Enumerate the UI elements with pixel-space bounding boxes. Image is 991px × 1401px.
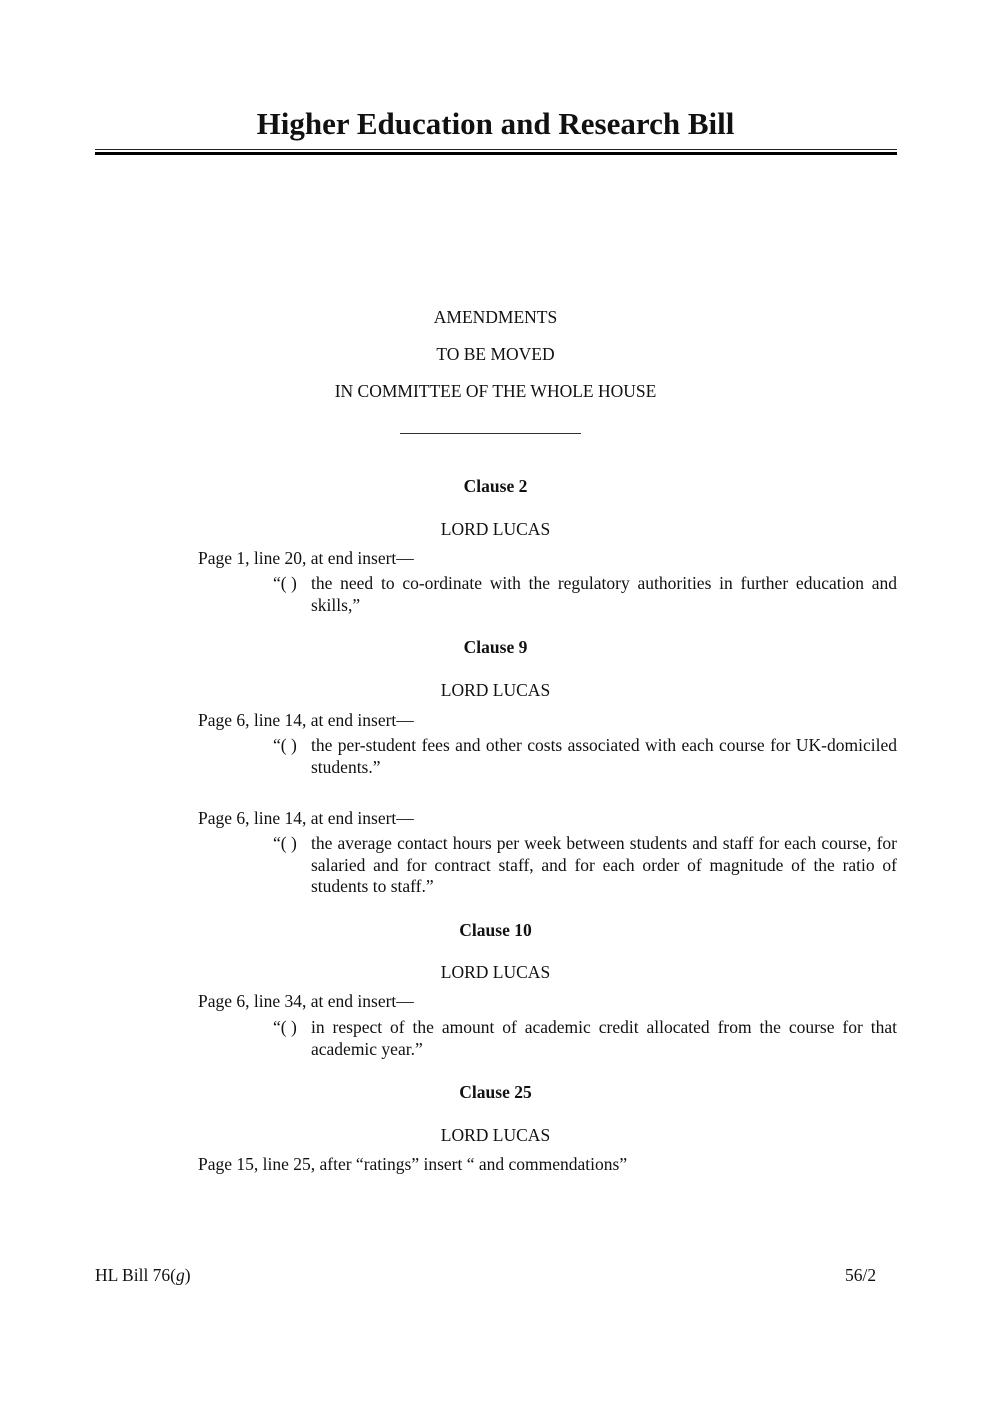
mover-name: LORD LUCAS bbox=[440, 680, 551, 700]
amendment-location: Page 6, line 34, at end insert— bbox=[198, 991, 414, 1011]
heading-line: TO BE MOVED bbox=[436, 344, 555, 364]
amendment-location: Page 6, line 14, at end insert— bbox=[198, 710, 414, 730]
clause-heading: Clause 25 bbox=[459, 1082, 532, 1102]
quote-open: “( ) bbox=[273, 735, 297, 755]
mover-name: LORD LUCAS bbox=[440, 519, 551, 539]
quote-open: “( ) bbox=[273, 1017, 297, 1037]
quote-open: “( ) bbox=[273, 833, 297, 853]
mover-name: LORD LUCAS bbox=[440, 962, 551, 982]
amendment-text bbox=[273, 573, 897, 616]
heading-line: IN COMMITTEE OF THE WHOLE HOUSE bbox=[334, 381, 657, 401]
amendment-body: the average contact hours per week between students and staff for each course, for salaried and for contract staff, and for each order of magnitude of the ratio of students to staff.” bbox=[311, 833, 897, 896]
bill-number-prefix: HL Bill 76( bbox=[95, 1265, 177, 1285]
amendment-body: the per-student fees and other costs associated with each course for UK-domiciled students.” bbox=[311, 735, 897, 777]
heading-line: AMENDMENTS bbox=[433, 307, 558, 327]
amendment-text bbox=[273, 833, 897, 898]
amendment-body: the need to co-ordinate with the regulatory authorities in further education and skills,” bbox=[311, 573, 897, 615]
section-divider bbox=[400, 433, 581, 434]
quote-open: “( ) bbox=[273, 573, 297, 593]
document-title: Higher Education and Research Bill bbox=[256, 106, 735, 141]
amendment-location: Page 15, line 25, after “ratings” insert “ and commendations” bbox=[198, 1154, 628, 1174]
amendment-location: Page 1, line 20, at end insert— bbox=[198, 548, 414, 568]
title-rule-thin bbox=[95, 149, 897, 150]
amendment-location: Page 6, line 14, at end insert— bbox=[198, 808, 414, 828]
bill-number-letter: g bbox=[176, 1265, 185, 1285]
amendment-text bbox=[273, 735, 897, 778]
clause-heading: Clause 9 bbox=[463, 637, 528, 657]
mover-name: LORD LUCAS bbox=[440, 1125, 551, 1145]
page-reference: 56/2 bbox=[845, 1265, 877, 1285]
amendment-text bbox=[273, 1017, 897, 1060]
clause-heading: Clause 10 bbox=[459, 920, 532, 940]
title-rule-thick bbox=[95, 152, 897, 155]
bill-number bbox=[95, 1265, 191, 1286]
bill-number-suffix: ) bbox=[184, 1265, 191, 1285]
clause-heading: Clause 2 bbox=[463, 476, 528, 496]
amendment-body: in respect of the amount of academic credit allocated from the course for that academic year.” bbox=[311, 1017, 897, 1059]
